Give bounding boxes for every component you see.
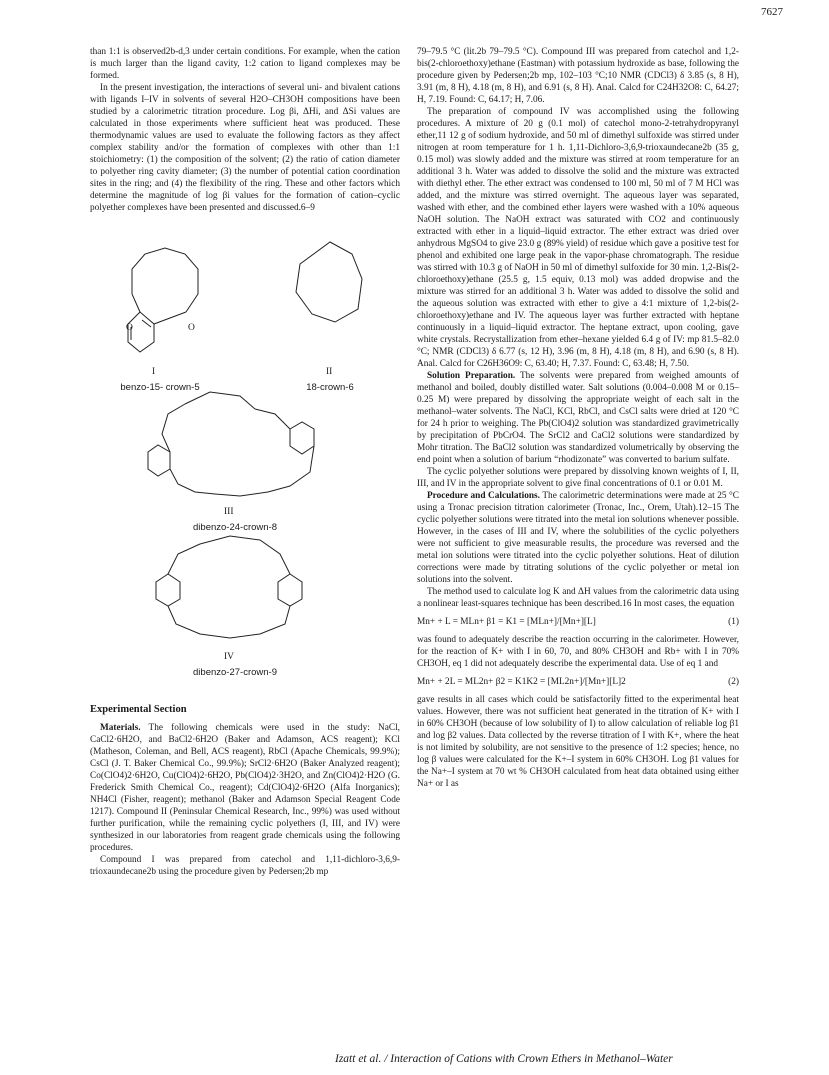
right-paragraph-6: The method used to calculate log K and ΔH values from the calorimetric data using a nonlinear least-squares technique has been described.16 In most cases, the equation [417,587,739,609]
structure-numeral-2: II [326,367,333,377]
structure-name-1: benzo-15- crown-5 [120,382,200,393]
equation-1-number: (1) [728,617,739,627]
left-paragraph-2: In the present investigation, the interactions of several uni- and bivalent cations with ligands I–IV in solvents of several H2O–CH3OH compositions have been studied by a calorimetric titration procedure. Log βi, ΔHi, and ΔSi values are calculated in those experiments where sufficient heat was produced. These thermodynamic values are used to evaluate the following factors as they affect complex stability and/or the formation of complexes with other than 1:1 stoichiometry: (1) the composition of the solvent; (2) the ratio of cation diameter to polyether ring cavity diameter; (3) the number of potential cation coordination sites in the ring; and (4) the flexibility of the ring. These and other factors which determine the magnitude of log βi values for the formation of cation–cyclic polyether complexes have been presented and discussed.6–9 [90,83,400,213]
structure-name-2: 18-crown-6 [306,382,354,393]
structure-numeral-1: I [152,367,156,377]
right-paragraph-4: The cyclic polyether solutions were prepared by dissolving known weights of I, II, III, and IV in the appropriate solvent to give final concentrations of 0.1 or 0.01 M. [417,467,739,489]
materials-paragraph [90,722,400,854]
section-heading: Experimental Section [90,704,187,715]
procedure-heading: Procedure and Calculations. [427,491,540,501]
materials-text: The following chemicals were used in the study: NaCl, CaCl2·6H2O, and BaCl2·6H2O (Baker and Adamson, ACS reagent); KCl (Matheson, Coleman, and Bell, ACS reagent), RbCl (Apache Chemicals, 99.9%); CsCl (J. T. Baker Chemical Co., 99.9%); SrCl2·6H2O (Baker Analyzed reagent); Co(ClO4)2·6H2O, Cu(ClO4)2·6H2O, Pb(ClO4)2·3H2O, and Zn(ClO4)2·H2O (G. Frederick Smith Chemical Co., reagent); Cd(ClO4)2·6H2O (Alfa Inorganics); NH4Cl (Fisher, reagent); methanol (Baker and Adamson Special Reagent Code 1217). Compound II (Peninsular Chemical Research, Inc., 99%) was used without further purification, while the remaining cyclic polyethers (I, III, and IV) were synthesized in our laboratories from reagent grade chemicals using the following procedures. [90,723,400,853]
structure-numeral-3: III [224,507,234,517]
procedure-text: The calorimetric determinations were made at 25 °C using a Tronac precision titration calorimeter (Tronac, Inc., Orem, Utah).12–15 The cyclic polyether solutions were titrated into the metal ion solutions whenever possible. However, in the cases of III and IV, where the solubilities of the cyclic polyethers were not sufficient to give measurable results, the procedure was reversed and the metal ion solutions were titrated into the cyclic polyether solutions. Heat of dilution corrections were made by titrating solutions of the cyclic polyether or metal ion solutions into the solvent. [417,491,739,585]
compound-1-paragraph: Compound I was prepared from catechol and 1,11-dichloro-3,6,9-trioxaundecane2b using the procedure given by Pedersen;2b mp [90,855,400,877]
equation-2-number: (2) [728,677,739,687]
solution-heading: Solution Preparation. [427,371,516,381]
materials-heading: Materials. [100,723,141,733]
right-column [417,46,739,790]
right-paragraph-8: gave results in all cases which could be satisfactorily fitted to the experimental heat values. However, there was not sufficient heat generated in the titration of K+ with I in 60% CH3OH (because of low solubility of I) to allow calculation of reliable log β1 and log β2 values. Data collected by the reverse titration of I with K+, where the heat is not limited by solubility, are not sensitive to the presence of 1:2 species; hence, no log β values were calculated for the K+–I system in 60% CH3OH. Log β1 values for the Na+–I system at 70 wt % CH3OH calculated from heat data obtained using either Na+ or I as [417,695,739,789]
solution-text: The solvents were prepared from weighed amounts of methanol and boiled, doubly distilled water. Salt solutions (0.004–0.008 M or 0.15–0.25 M) were prepared by dissolving the appropriate weight of each salt in the methanol–water solvents. The NaCl, KCl, RbCl, and CsCl salts were dried at 120 °C for 24 h prior to weighing. The Pb(ClO4)2 solution was standardized gravimetrically by precipitation of PbCrO4. The SrCl2 and CaCl2 solutions were standardized by Mohr titration. The BaCl2 solution was standardized volumetrically by observing the end point when a solution of barium “rhodizonate” was converted to barium sulfate. [417,371,740,465]
equation-2 [417,676,739,688]
oxygen-atom-label: O [126,323,133,333]
left-paragraph-1: than 1:1 is observed2b-d,3 under certain conditions. For example, when the cation is much larger than the ligand cavity, 1:2 cation to ligand complexes may be formed. [90,47,400,81]
crown-ether-structures-figure [90,214,400,694]
right-paragraph-7: was found to adequately describe the reaction occurring in the calorimeter. However, for the reaction of K+ with I in 60, 70, and 80% CH3OH and Rb+ with I in 70% CH3OH, eq 1 did not adequately describe the experimental data. Use of eq 1 and [417,635,739,669]
structures-drawing [90,214,400,694]
solution-paragraph [417,370,739,466]
right-paragraph-2: The preparation of compound IV was accomplished using the following procedures. A mixture of 20 g (0.1 mol) of catechol mono-2-tetrahydropyranyl ether,11 12 g of sodium hydroxide, and 50 ml of dimethyl sulfoxide was stirred under nitrogen at room temperature for 1 h. 1,11-Dichloro-3,6,9-trioxaundecane2b (35 g, 0.15 mol) was slowly added and the mixture was stirred at room temperature for an additional 3 h. Water was added to dissolve the solid and the mixture was extracted with diethyl ether. The ether extract was condensed to 100 ml, 50 ml of 7 M HCl was added, and the mixture was stirred overnight. The aqueous layer was separated, washed with ether, and the combined ether layers were washed with a 10% aqueous NaOH solution. The NaOH extract was saturated with CO2 and continuously extracted with ether in a liquid–liquid extractor. The ether extract was dried over anhydrous MgSO4 to give 23.0 g (89% yield) of residue which gave a positive test for phenol and exhibited one large peak in the vapor-phase chromatograph. The residue was stirred with 10.3 g of NaOH in 50 ml of dimethyl sulfoxide for 30 min. 1,2-Bis(2-chloroethoxy)ethane (25.5 g, 1.5 equiv, 0.13 mol) was added dropwise and the mixture was stirred for an additional 3 h. Water was added to dissolve the solid and the aqueous solution was extracted with ether to give a 4:1 mixture of 1,2-bis(2-chloroethoxy)ethane and IV. The aqueous layer was further extracted with heptane continuously in a liquid–liquid extractor. The heptane extract, upon cooling, gave white crystals. Recrystallization from ether–hexane yielded 6.4 g of IV: mp 81.5–82.0 °C; NMR (CDCl3) δ 6.77 (s, 12 H), 3.96 (m, 8 H), 4.18 (m, 8 H), and 6.90 (s, 8 H). Anal. Calcd for C26H36O9: C, 63.40; H, 7.37. Found: C, 63.48; H, 7.50. [417,107,739,369]
procedure-paragraph [417,490,739,586]
equation-1-body: Mn+ + L = MLn+ β1 = K1 = [MLn+]/[Mn+][L] [417,617,596,627]
left-column [90,46,400,878]
running-footer: Izatt et al. / Interaction of Cations with Crown Ethers in Methanol–Water [335,1053,673,1065]
equation-2-body: Mn+ + 2L = ML2n+ β2 = K1K2 = [ML2n+]/[Mn+][L]2 [417,677,626,687]
page-number: 7627 [761,6,783,18]
equation-1 [417,616,739,628]
structure-name-4: dibenzo-27-crown-9 [193,667,277,678]
structure-numeral-4: IV [224,652,235,662]
structure-name-3: dibenzo-24-crown-8 [193,522,277,533]
right-paragraph-1: 79–79.5 °C (lit.2b 79–79.5 °C). Compound III was prepared from catechol and 1,2-bis(2-chloroethoxy)ethane (Eastman) with potassium hydroxide as base, following the procedure given by Pedersen;2b mp, 102–103 °C;10 NMR (CDCl3) δ 3.85 (s, 8 H), 3.91 (m, 8 H), 4.18 (m, 8 H), and 6.91 (s, 8 H). Anal. Calcd for C24H32O8: C, 64.27; H, 7.19. Found: C, 64.17; H, 7.06. [417,47,739,105]
oxygen-atom-label: O [188,323,195,333]
